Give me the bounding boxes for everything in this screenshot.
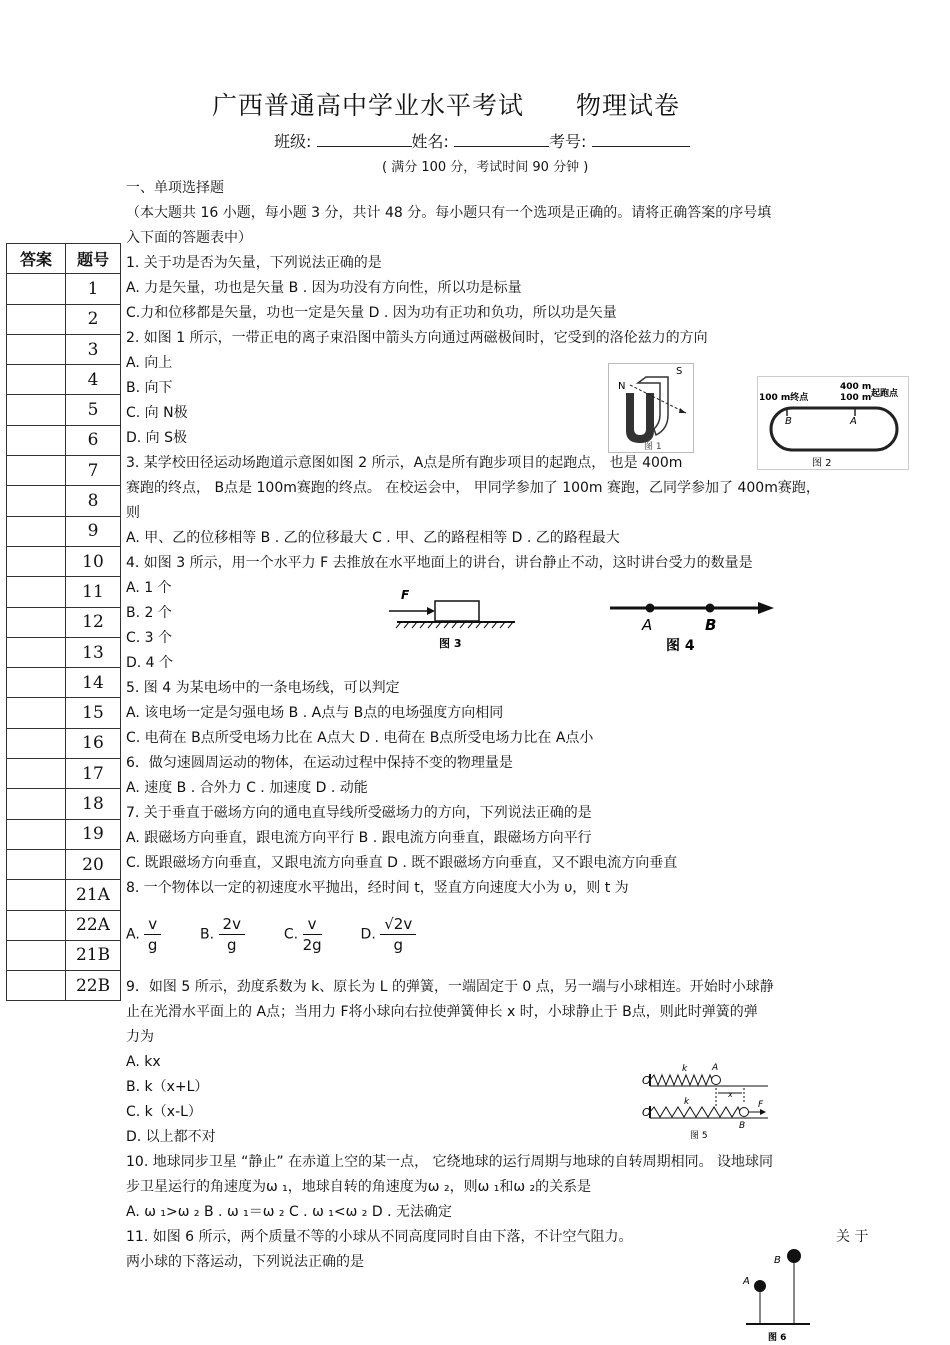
answer-cell[interactable]: [7, 334, 66, 364]
answer-cell[interactable]: [7, 274, 66, 304]
fig6-label-a: A: [743, 1276, 750, 1287]
q4-option-d: D. 4 个: [126, 655, 174, 671]
fig3-caption: 图 3: [439, 637, 462, 650]
answer-cell[interactable]: [7, 668, 66, 698]
question-number: 4: [66, 365, 121, 395]
fig2-label-100: 100 m: [840, 393, 872, 403]
answer-table: [6, 243, 121, 1001]
question-number: 20: [66, 849, 121, 879]
fig5-label-o1: O: [642, 1074, 651, 1087]
fig2-label-400: 400 m: [840, 382, 872, 392]
figure-1: [608, 363, 694, 453]
q4-stem: 4. 如图 3 所示，用一个水平力 F 去推放在水平地面上的讲台，讲台静止不动，这时讲台受力的数量是: [126, 555, 753, 571]
q3-line-1: 3. 某学校田径运动场跑道示意图如图 2 所示，A点是所有跑步项目的起跑点， 也是 400m: [126, 455, 683, 471]
q2-option-d: D. 向 S极: [126, 430, 188, 446]
q9-option-d: D. 以上都不对: [126, 1129, 216, 1145]
q8-b-denominator: g: [226, 936, 237, 954]
answer-cell[interactable]: [7, 456, 66, 486]
q1-options-2: C.力和位移都是矢量，功也一定是矢量 D . 因为功有正功和负功，所以功是矢量: [126, 305, 617, 321]
q4-option-c: C. 3 个: [126, 630, 173, 646]
q6-options: A. 速度 B . 合外力 C . 加速度 D . 动能: [126, 780, 368, 796]
class-blank[interactable]: [317, 132, 412, 147]
answer-cell[interactable]: [7, 728, 66, 758]
q1-stem: 1. 关于功是否为矢量，下列说法正确的是: [126, 255, 382, 271]
q9-option-a: A. kx: [126, 1054, 161, 1070]
question-number: 6: [66, 425, 121, 455]
fig2-label-start: 起跑点: [871, 389, 899, 399]
question-number: 12: [66, 607, 121, 637]
question-number: 21A: [66, 880, 121, 910]
q8-c-numerator: v: [303, 914, 322, 935]
question-number: 15: [66, 698, 121, 728]
answer-cell[interactable]: [7, 849, 66, 879]
q9-option-b: B. k（x+L）: [126, 1079, 209, 1095]
question-number: 19: [66, 819, 121, 849]
ion-beam-arrow: [630, 385, 686, 413]
fig2-label-100-end: 100 m终点: [759, 393, 809, 403]
question-number: 22B: [66, 971, 121, 1001]
ball-at-b: [740, 1108, 749, 1117]
class-label: 班级:: [274, 132, 312, 151]
q7-options-2: C. 既跟磁场方向垂直，又跟电流方向垂直 D . 既不跟磁场方向垂直，又不跟电流方向垂直: [126, 855, 678, 871]
fig3-label-f: F: [401, 588, 410, 602]
q9-line-3: 力为: [126, 1029, 154, 1045]
exam-no-blank[interactable]: [592, 132, 690, 147]
answer-cell[interactable]: [7, 910, 66, 940]
fig5-label-a: A: [712, 1063, 719, 1073]
fig5-caption: 图 5: [690, 1131, 708, 1141]
section-instruction-1: （本大题共 16 小题，每小题 3 分，共计 48 分。每小题只有一个选项是正确的。请将正确答案的序号填: [126, 205, 772, 221]
answer-cell[interactable]: [7, 940, 66, 970]
magnet-n-pole: [626, 393, 654, 443]
answer-cell[interactable]: [7, 486, 66, 516]
q11-line-1-tail: 关 于: [836, 1229, 869, 1245]
fig6-label-b: B: [774, 1255, 781, 1266]
fig5-label-k1: k: [682, 1064, 688, 1074]
ball-b: [787, 1249, 801, 1263]
exam-no-label: 考号:: [549, 132, 587, 151]
fig6-caption: 图 6: [768, 1333, 787, 1343]
answer-cell[interactable]: [7, 546, 66, 576]
q3-options: A. 甲、乙的位移相等 B . 乙的位移最大 C . 甲、乙的路程相等 D . 乙的路程最大: [126, 530, 620, 546]
answer-cell[interactable]: [7, 516, 66, 546]
q6-stem: 6．做匀速圆周运动的物体，在运动过程中保持不变的物理量是: [126, 755, 513, 771]
fig2-label-a: A: [850, 416, 857, 427]
answer-cell[interactable]: [7, 880, 66, 910]
question-number: 16: [66, 728, 121, 758]
q8-options: [126, 914, 416, 955]
answer-cell[interactable]: [7, 425, 66, 455]
fig4-label-a: A: [642, 616, 653, 634]
question-number: 5: [66, 395, 121, 425]
section-instruction-2: 入下面的答题表中）: [126, 230, 252, 246]
q5-options-2: C. 电荷在 B点所受电场力比在 A点大 D . 电荷在 B点所受电场力比在 A点小: [126, 730, 594, 746]
q10-line-2: 步卫星运行的角速度为ω ₁，地球自转的角速度为ω ₂，则ω ₁和ω ₂的关系是: [126, 1179, 592, 1195]
question-number: 21B: [66, 940, 121, 970]
title-main: 广西普通高中学业水平考试: [212, 91, 525, 120]
spring-1: [650, 1075, 712, 1085]
q5-options-1: A. 该电场一定是匀强电场 B . A点与 B点的电场强度方向相同: [126, 705, 504, 721]
question-number: 10: [66, 546, 121, 576]
answer-cell[interactable]: [7, 365, 66, 395]
figure-5: [640, 1060, 775, 1142]
fig4-caption: 图 4: [666, 638, 695, 654]
q8-option-b-fraction: [219, 914, 245, 955]
figure-2: [757, 376, 909, 470]
q2-option-a: A. 向上: [126, 355, 173, 371]
q8-b-numerator: 2v: [219, 914, 245, 935]
q8-stem: 8. 一个物体以一定的初速度水平抛出，经时间 t，竖直方向速度大小为 υ，则 t 为: [126, 880, 629, 896]
answer-cell[interactable]: [7, 395, 66, 425]
q3-line-3: 则: [126, 505, 140, 521]
question-number: 3: [66, 334, 121, 364]
q8-option-c-label: C.: [283, 926, 299, 943]
fig5-label-b: B: [739, 1121, 746, 1131]
q8-option-d-label: D.: [360, 926, 376, 943]
q8-d-denominator: g: [393, 936, 403, 954]
question-number: 14: [66, 668, 121, 698]
q9-option-c: C. k（x-L）: [126, 1104, 202, 1120]
q8-option-a-fraction: [144, 914, 161, 955]
answer-cell[interactable]: [7, 637, 66, 667]
name-label: 姓名:: [411, 132, 449, 151]
q4-option-a: A. 1 个: [126, 580, 172, 596]
ball-a: [754, 1280, 766, 1292]
q2-option-c: C. 向 N极: [126, 405, 188, 421]
answer-cell[interactable]: [7, 577, 66, 607]
ball-at-a: [712, 1076, 721, 1085]
question-number: 13: [66, 637, 121, 667]
q8-d-numerator: √2v: [380, 914, 416, 935]
q8-a-denominator: g: [147, 936, 158, 954]
q10-line-1: 10. 地球同步卫星 “静止” 在赤道上空的某一点， 它绕地球的运行周期与地球的自转周期相同。 设地球同: [126, 1154, 774, 1170]
question-number: 11: [66, 577, 121, 607]
q9-line-2: 止在光滑水平面上的 A点；当用力 F将小球向右拉使弹簧伸长 x 时，小球静止于 B点，则此时弹簧的弹: [126, 1004, 758, 1020]
question-number: 2: [66, 304, 121, 334]
name-blank[interactable]: [454, 132, 549, 147]
fig5-label-k2: k: [684, 1097, 690, 1107]
force-arrow-head: [427, 607, 435, 615]
q8-a-numerator: v: [144, 914, 161, 935]
answer-cell[interactable]: [7, 759, 66, 789]
q2-option-b: B. 向下: [126, 380, 173, 396]
answer-cell[interactable]: [7, 789, 66, 819]
figure-4: [608, 594, 778, 656]
fig2-caption: 图 2: [812, 458, 832, 469]
spring-2: [650, 1107, 740, 1117]
question-number: 18: [66, 789, 121, 819]
q7-options-1: A. 跟磁场方向垂直，跟电流方向平行 B . 跟电流方向垂直，跟磁场方向平行: [126, 830, 592, 846]
number-col-header: 题号: [66, 244, 121, 274]
q8-option-a-label: A.: [126, 926, 140, 943]
q8-option-d-fraction: [380, 914, 416, 955]
answer-cell[interactable]: [7, 607, 66, 637]
q10-options: A. ω ₁>ω ₂ B . ω ₁＝ω ₂ C . ω ₁<ω ₂ D . 无法确定: [126, 1204, 452, 1220]
fig5-label-x: x: [728, 1090, 733, 1099]
q2-stem: 2. 如图 1 所示，一带正电的离子束沿图中箭头方向通过两磁极间时，它受到的洛伦兹力的方向: [126, 330, 708, 346]
section-heading: 一、单项选择题: [126, 180, 224, 196]
running-track: [771, 408, 897, 450]
fig4-label-b: B: [705, 616, 717, 634]
question-number: 17: [66, 759, 121, 789]
answer-cell[interactable]: [7, 304, 66, 334]
question-number: 22A: [66, 910, 121, 940]
arrow-head: [679, 408, 686, 413]
fig5-label-f: F: [758, 1100, 764, 1110]
figure-3: [383, 587, 519, 651]
q8-option-c-fraction: [303, 914, 322, 955]
fig1-label-n: N: [618, 381, 626, 392]
figure-6: [738, 1244, 814, 1344]
exam-note: ( 满分 100 分，考试时间 90 分钟 ): [382, 160, 589, 175]
q11-line-1: 11. 如图 6 所示，两个质量不等的小球从不同高度同时自由下落，不计空气阻力。: [126, 1229, 633, 1245]
q7-stem: 7. 关于垂直于磁场方向的通电直导线所受磁场力的方向，下列说法正确的是: [126, 805, 592, 821]
question-number: 7: [66, 456, 121, 486]
answer-cell[interactable]: [7, 698, 66, 728]
point-b: [706, 604, 715, 613]
q1-options-1: A. 力是矢量，功也是矢量 B . 因为功没有方向性，所以功是标量: [126, 280, 522, 296]
q8-c-denominator: 2g: [302, 936, 322, 954]
q5-stem: 5. 图 4 为某电场中的一条电场线，可以判定: [126, 680, 400, 696]
question-number: 9: [66, 516, 121, 546]
q8-option-b-label: B.: [200, 926, 215, 943]
answer-col-header: 答案: [7, 244, 66, 274]
answer-cell[interactable]: [7, 819, 66, 849]
answer-cell[interactable]: [7, 971, 66, 1001]
fig2-label-b: B: [785, 416, 792, 427]
q9-line-1: 9．如图 5 所示，劲度系数为 k、原长为 L 的弹簧，一端固定于 0 点，另一端与小球相连。开始时小球静: [126, 979, 774, 995]
student-info-line: [274, 129, 690, 152]
exam-title: [212, 86, 680, 122]
fig1-label-s: S: [676, 366, 683, 377]
podium-block: [435, 601, 479, 621]
q4-option-b: B. 2 个: [126, 605, 172, 621]
question-number: 1: [66, 274, 121, 304]
q11-line-2: 两小球的下落运动，下列说法正确的是: [126, 1254, 364, 1270]
fig5-label-o2: O: [642, 1106, 651, 1119]
title-subject: 物理试卷: [576, 91, 681, 120]
point-a: [646, 604, 655, 613]
field-line-arrow: [758, 602, 774, 614]
question-number: 8: [66, 486, 121, 516]
fig1-caption: 图 1: [644, 442, 662, 452]
q3-line-2: 赛跑的终点， B点是 100m赛跑的终点。 在校运会中， 甲同学参加了 100m 赛跑，乙同学参加了 400m赛跑，: [126, 480, 820, 496]
